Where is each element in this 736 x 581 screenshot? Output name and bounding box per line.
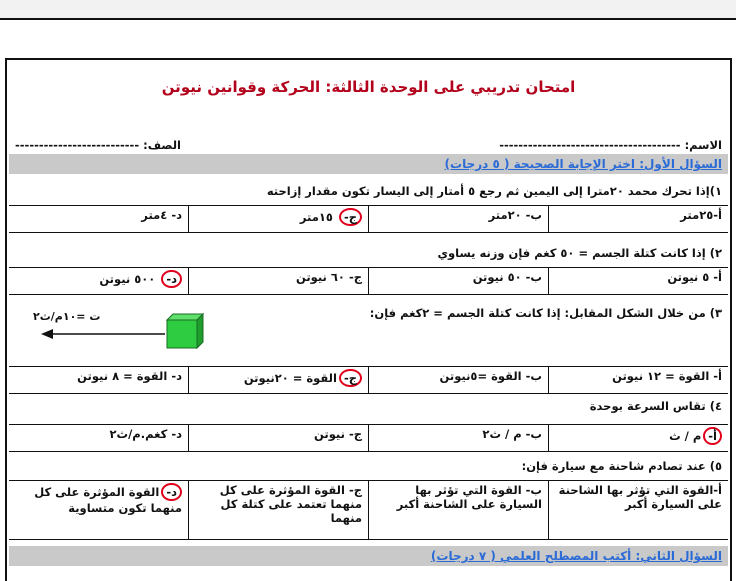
question-2-text: ٢) إذا كانت كتلة الجسم = ٥٠ كغم فإن وزنه يساوي bbox=[437, 246, 722, 260]
q3-option-a[interactable]: أ- القوة = ١٢ نيوتن bbox=[548, 367, 728, 393]
q2-option-d[interactable]: د- ٥٠٠ نيوتن bbox=[9, 268, 188, 294]
q1-option-a[interactable]: أ-٢٥متر bbox=[548, 206, 728, 232]
q5-option-d[interactable]: د-القوة المؤثرة على كل منهما تكون متساوية bbox=[34, 485, 182, 515]
box-front bbox=[167, 320, 197, 348]
top-strip bbox=[0, 0, 736, 20]
question-4-options bbox=[9, 424, 728, 452]
answer-circle: د- bbox=[161, 483, 182, 501]
exam-title: امتحان تدريبي على الوحدة الثالثة: الحركة وقوانين نيوتن bbox=[161, 78, 576, 96]
question-3-options bbox=[9, 366, 728, 394]
answer-circle: ج- bbox=[339, 369, 362, 387]
answer-circle: د- bbox=[161, 270, 182, 288]
q4-option-c[interactable]: ج- نيوتن bbox=[188, 425, 368, 451]
answer-circle: ج- bbox=[339, 208, 362, 226]
force-figure bbox=[17, 304, 207, 350]
student-info bbox=[7, 138, 730, 154]
q3-option-d[interactable]: د- القوة = ٨ نيوتن bbox=[77, 369, 182, 383]
exam-sheet bbox=[5, 58, 732, 581]
q5-option-c[interactable]: ج- القوة المؤثرة على كل منهما تعتمد على كتلة كل منهما bbox=[188, 481, 368, 539]
acceleration-label: ت =١٠م/ث٢ bbox=[33, 310, 101, 323]
q4-option-a[interactable]: أ-م / ث bbox=[548, 425, 728, 451]
q3-option-c[interactable]: ج-القوة = ٢٠نيوتن bbox=[188, 367, 368, 393]
q2-option-b[interactable]: ب- ٥٠ نيوتن bbox=[368, 268, 548, 294]
name-field[interactable]: الاسم: -------------------------------------- bbox=[499, 138, 722, 152]
question-4-text: ٤) تقاس السرعة بوحدة bbox=[589, 399, 722, 413]
q2-option-c[interactable]: ج- ٦٠ نيوتن bbox=[188, 268, 368, 294]
q1-option-d[interactable]: د- ٤متر bbox=[141, 208, 182, 222]
section-1-header: السؤال الأول: اختر الإجابة الصحيحة ( ٥ درجات) bbox=[9, 154, 728, 174]
question-5-text: ٥) عند تصادم شاحنة مع سيارة فإن: bbox=[521, 459, 722, 473]
question-3-text: ٣) من خلال الشكل المقابل: إذا كانت كتلة الجسم = ٢كغم فإن: bbox=[369, 306, 722, 320]
question-1-options bbox=[9, 205, 728, 233]
answer-circle: أ- bbox=[703, 427, 722, 445]
q1-option-c[interactable]: ج- ١٥متر bbox=[188, 206, 368, 232]
box-side bbox=[197, 314, 203, 348]
question-2-options bbox=[9, 267, 728, 295]
q4-option-d[interactable]: د- كغم.م/ث٢ bbox=[109, 427, 182, 441]
q2-option-a[interactable]: أ- ٥ نيوتن bbox=[548, 268, 728, 294]
q5-option-b[interactable]: ب- القوة التي تؤثر بها السيارة على الشاحنة أكبر bbox=[368, 481, 548, 539]
question-5-options bbox=[9, 480, 728, 540]
class-field[interactable]: الصف: -------------------------- bbox=[15, 138, 181, 152]
arrow-and-box bbox=[17, 304, 207, 350]
q4-option-b[interactable]: ب- م / ث٢ bbox=[368, 425, 548, 451]
question-1-text: ١)إذا تحرك محمد ٢٠مترا إلى اليمين ثم رجع ٥ أمتار إلى اليسار تكون مقدار إزاحته bbox=[266, 184, 722, 198]
q1-option-b[interactable]: ب- ٢٠متر bbox=[368, 206, 548, 232]
force-arrow-head bbox=[41, 329, 53, 339]
q5-option-a[interactable]: أ-القوة التي تؤثر بها الشاحنة على السيارة أكبر bbox=[548, 481, 728, 539]
q3-option-b[interactable]: ب- القوة =٥نيوتن bbox=[368, 367, 548, 393]
section-2-header: السؤال الثاني: أكتب المصطلح العلمي ( ٧ درجات) bbox=[9, 546, 728, 566]
